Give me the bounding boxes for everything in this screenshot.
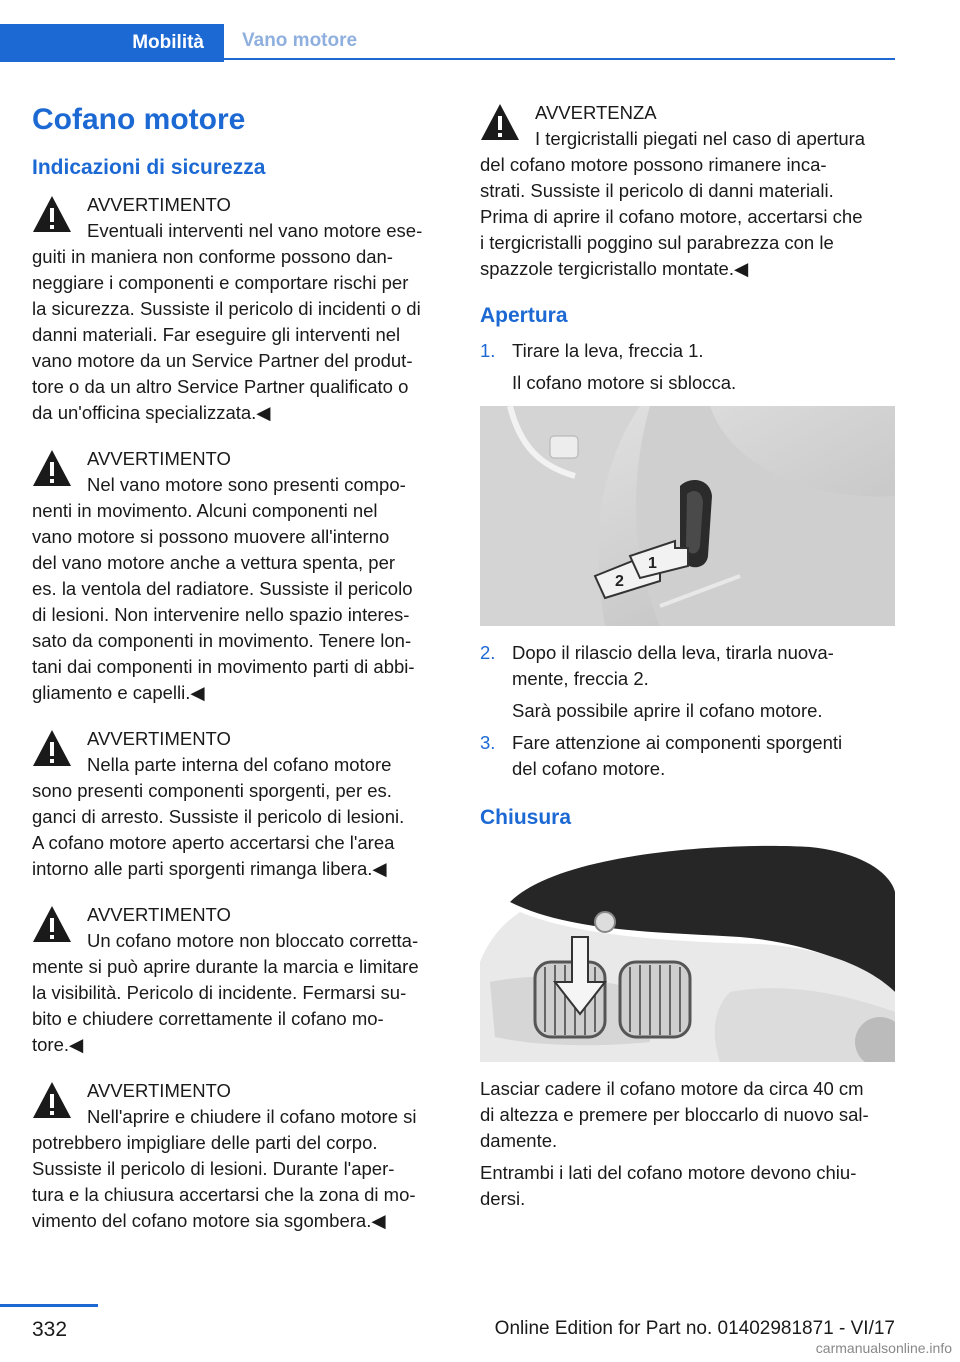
step-text: Fare attenzione ai componenti sporgenti <box>512 732 843 753</box>
closing-paragraph-2 <box>480 1160 895 1212</box>
step-2 <box>480 640 895 692</box>
paragraph-line: di altezza e premere per bloccarlo di nuovo sal- <box>480 1104 869 1125</box>
step-number: 3. <box>480 732 496 753</box>
warning-text-line: nenti in movimento. Alcuni componenti nel <box>32 500 378 521</box>
warning-block <box>32 902 447 1058</box>
warning-block-wipers <box>480 100 895 282</box>
footer-rule <box>0 1304 98 1307</box>
chapter-tabs <box>0 24 895 62</box>
section-title-opening: Apertura <box>480 304 568 327</box>
warning-triangle-icon <box>32 1080 72 1120</box>
section-title-safety: Indicazioni di sicurezza <box>32 156 266 179</box>
warning-text-line: di lesioni. Non intervenire nello spazio interes- <box>32 604 410 625</box>
step-text: Tirare la leva, freccia 1. <box>512 340 704 361</box>
warning-text-line: vimento del cofano motore sia sgombera.◀ <box>32 1210 386 1231</box>
warning-text-line: vano motore si possono muovere all'interno <box>32 526 390 547</box>
paragraph-line: damente. <box>480 1130 558 1151</box>
warning-first-line: Eventuali interventi nel vano motore ese- <box>87 220 423 241</box>
warning-text-line: del cofano motore possono rimanere inca- <box>480 154 827 175</box>
step-text: del cofano motore. <box>512 758 666 779</box>
warning-label: AVVERTIMENTO <box>87 448 231 469</box>
car-hood-closing-photo <box>480 842 895 1062</box>
warning-text-line: guiti in maniera non conforme possono dan- <box>32 246 393 267</box>
watermark: carmanualsonline.info <box>815 1340 952 1356</box>
warning-text-line: tani dai componenti in movimento parti di abbi- <box>32 656 415 677</box>
right-column <box>480 100 895 1212</box>
arrow-label-1: 1 <box>648 555 657 572</box>
warning-text-line: vano motore da un Service Partner del produt- <box>32 350 413 371</box>
page-title: Cofano motore <box>32 103 246 136</box>
hood-release-lever-photo <box>480 406 895 626</box>
step-1 <box>480 338 895 364</box>
warning-first-line: Nella parte interna del cofano motore <box>87 754 392 775</box>
warning-first-line: Nel vano motore sono presenti compo- <box>87 474 406 495</box>
step-text: mente, freccia 2. <box>512 668 649 689</box>
warning-text-line: gliamento e capelli.◀ <box>32 682 205 703</box>
warning-text-line: da un'officina specializzata.◀ <box>32 402 271 423</box>
arrow-label-2: 2 <box>615 573 624 590</box>
warning-text-line: la sicurezza. Sussiste il pericolo di incidenti o di <box>32 298 421 319</box>
paragraph-line: dersi. <box>480 1188 526 1209</box>
step-result: Il cofano motore si sblocca. <box>512 372 737 393</box>
tab-mobilita: Mobilità <box>0 24 224 62</box>
left-column <box>32 100 447 1254</box>
step-number: 1. <box>480 340 496 361</box>
warning-text-line: neggiare i componenti e comportare rischi per <box>32 272 409 293</box>
warning-triangle-icon <box>32 728 72 768</box>
warning-label: AVVERTIMENTO <box>87 904 231 925</box>
warning-text-line: A cofano motore aperto accertarsi che l'area <box>32 832 395 853</box>
warning-text-line: Sussiste il pericolo di lesioni. Durante l'aper- <box>32 1158 395 1179</box>
warning-text-line: mente si può aprire durante la marcia e limitare <box>32 956 419 977</box>
warning-label: AVVERTIMENTO <box>87 194 231 215</box>
paragraph-line: Lasciar cadere il cofano motore da circa 40 cm <box>480 1078 864 1099</box>
warning-text-line: ganci di arresto. Sussiste il pericolo di lesioni. <box>32 806 405 827</box>
closing-paragraph-1 <box>480 1076 895 1154</box>
step-text: Dopo il rilascio della leva, tirarla nuova- <box>512 642 834 663</box>
warning-block <box>32 192 447 426</box>
warning-text-line: tura e la chiusura accertarsi che la zona di mo- <box>32 1184 416 1205</box>
warning-block <box>32 446 447 706</box>
warning-text-line: potrebbero impigliare delle parti del corpo. <box>32 1132 378 1153</box>
warning-triangle-icon <box>32 904 72 944</box>
warning-block <box>32 726 447 882</box>
warning-text-line: Prima di aprire il cofano motore, accertarsi che <box>480 206 863 227</box>
warning-text-line: tore o da un altro Service Partner qualificato o <box>32 376 409 397</box>
warning-text-line: sato da componenti in movimento. Tenere lon- <box>32 630 412 651</box>
step-number: 2. <box>480 642 496 663</box>
warning-text-line: bito e chiudere correttamente il cofano mo- <box>32 1008 384 1029</box>
warning-block <box>32 1078 447 1234</box>
warning-triangle-icon <box>32 448 72 488</box>
step-result: Sarà possibile aprire il cofano motore. <box>512 700 823 721</box>
warning-first-line: I tergicristalli piegati nel caso di apertura <box>535 128 866 149</box>
edition-note: Online Edition for Part no. 01402981871 - VI/17 <box>494 1318 895 1339</box>
warning-first-line: Un cofano motore non bloccato corretta- <box>87 930 419 951</box>
warnings-list <box>32 192 447 1234</box>
warning-text-line: danni materiali. Far eseguire gli interventi nel <box>32 324 401 345</box>
warning-text-line: tore.◀ <box>32 1034 84 1055</box>
step-3 <box>480 730 895 782</box>
page-number: 332 <box>32 1318 68 1341</box>
warning-triangle-icon <box>480 102 520 142</box>
warning-text-line: del vano motore anche a vettura spenta, per <box>32 552 396 573</box>
warning-text-line: i tergicristalli poggino sul parabrezza con le <box>480 232 834 253</box>
warning-text-line: intorno alle parti sporgenti rimanga libera.◀ <box>32 858 387 879</box>
warning-text-line: spazzole tergicristallo montate.◀ <box>480 258 749 279</box>
warning-text-line: strati. Sussiste il pericolo di danni materiali. <box>480 180 834 201</box>
tab-vano-motore: Vano motore <box>224 24 895 60</box>
warning-label: AVVERTIMENTO <box>87 728 231 749</box>
warning-triangle-icon <box>32 194 72 234</box>
warning-label: AVVERTENZA <box>535 102 657 123</box>
section-title-closing: Chiusura <box>480 806 572 829</box>
warning-text-line: sono presenti componenti sporgenti, per es. <box>32 780 392 801</box>
warning-text-line: es. la ventola del radiatore. Sussiste il pericolo <box>32 578 413 599</box>
warning-first-line: Nell'aprire e chiudere il cofano motore si <box>87 1106 417 1127</box>
warning-label: AVVERTIMENTO <box>87 1080 231 1101</box>
paragraph-line: Entrambi i lati del cofano motore devono chiu- <box>480 1162 857 1183</box>
warning-text-line: la visibilità. Pericolo di incidente. Fermarsi su- <box>32 982 407 1003</box>
